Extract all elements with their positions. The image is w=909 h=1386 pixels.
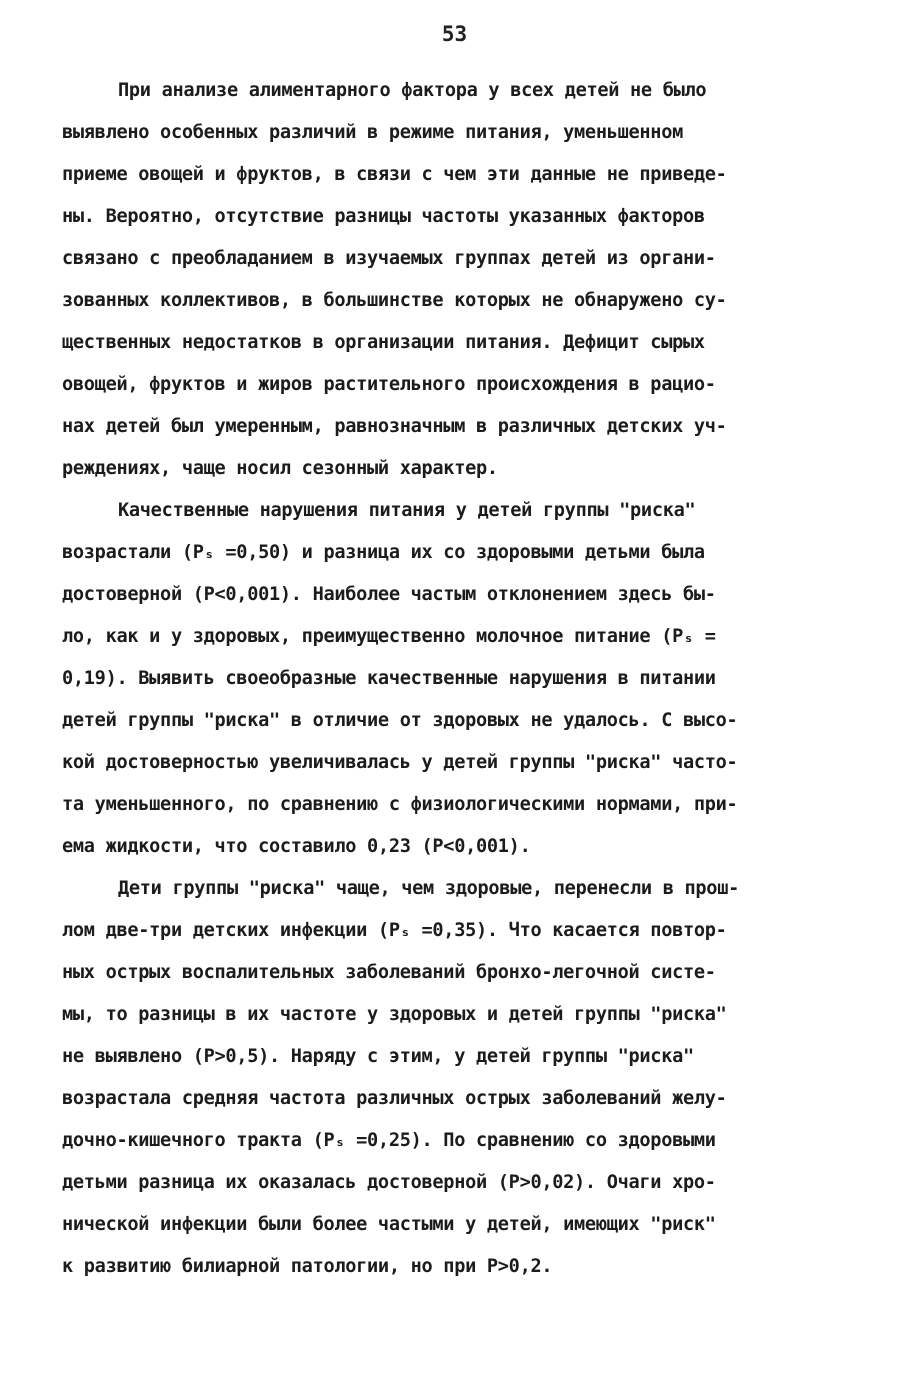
text-line: Дети группы "риска" чаще, чем здоровые, перенесли в прош-	[118, 878, 739, 899]
text-line: щественных недостатков в организации питания. Дефицит сырых	[62, 332, 705, 353]
text-line: дочно-кишечного тракта (Pₛ =0,25). По сравнению со здоровыми	[62, 1130, 716, 1151]
text-line: детьми разница их оказалась достоверной (P>0,02). Очаги хро-	[62, 1172, 716, 1193]
page-number: 53	[441, 22, 468, 46]
text-line: возрастала средняя частота различных острых заболеваний желу-	[62, 1088, 727, 1109]
text-line: 0,19). Выявить своеобразные качественные нарушения в питании	[62, 668, 716, 689]
text-line: связано с преобладанием в изучаемых группах детей из органи-	[62, 248, 716, 269]
text-line: зованных коллективов, в большинстве которых не обнаружено су-	[62, 290, 727, 311]
text-line: кой достоверностью увеличивалась у детей группы "риска" часто-	[62, 752, 738, 773]
text-line: приеме овощей и фруктов, в связи с чем эти данные не приведе-	[62, 164, 727, 185]
text-line: ны. Вероятно, отсутствие разницы частоты указанных факторов	[62, 206, 705, 227]
text-line: ных острых воспалительных заболеваний бронхо-легочной систе-	[62, 962, 716, 983]
text-line: возрастали (Pₛ =0,50) и разница их со здоровыми детьми была	[62, 542, 705, 563]
text-line: Качественные нарушения питания у детей группы "риска"	[118, 500, 696, 521]
text-line: овощей, фруктов и жиров растительного происхождения в рацио-	[62, 374, 716, 395]
text-line: к развитию билиарной патологии, но при P>0,2.	[62, 1256, 553, 1277]
text-line: реждениях, чаще носил сезонный характер.	[62, 458, 498, 479]
text-line: не выявлено (P>0,5). Наряду с этим, у детей группы "риска"	[62, 1046, 694, 1067]
text-line: детей группы "риска" в отличие от здоровых не удалось. С высо-	[62, 710, 738, 731]
text-line: нах детей был умеренным, равнозначным в различных детских уч-	[62, 416, 727, 437]
text-line: При анализе алиментарного фактора у всех детей не было	[118, 80, 707, 101]
text-line: выявлено особенных различий в режиме питания, уменьшенном	[62, 122, 683, 143]
paragraph	[62, 70, 852, 490]
text-line: ло, как и у здоровых, преимущественно молочное питание (Pₛ =	[62, 626, 716, 647]
body-text	[62, 70, 852, 1288]
text-line: достоверной (P<0,001). Наиболее частым отклонением здесь бы-	[62, 584, 716, 605]
text-line: та уменьшенного, по сравнению с физиологическими нормами, при-	[62, 794, 738, 815]
text-line: ема жидкости, что составило 0,23 (P<0,001).	[62, 836, 531, 857]
text-line: нической инфекции были более частыми у детей, имеющих "риск"	[62, 1214, 716, 1235]
text-line: мы, то разницы в их частоте у здоровых и детей группы "риска"	[62, 1004, 727, 1025]
text-line: лом две-три детских инфекции (Pₛ =0,35). Что касается повтор-	[62, 920, 727, 941]
paragraph	[62, 868, 852, 1288]
paragraph	[62, 490, 852, 868]
